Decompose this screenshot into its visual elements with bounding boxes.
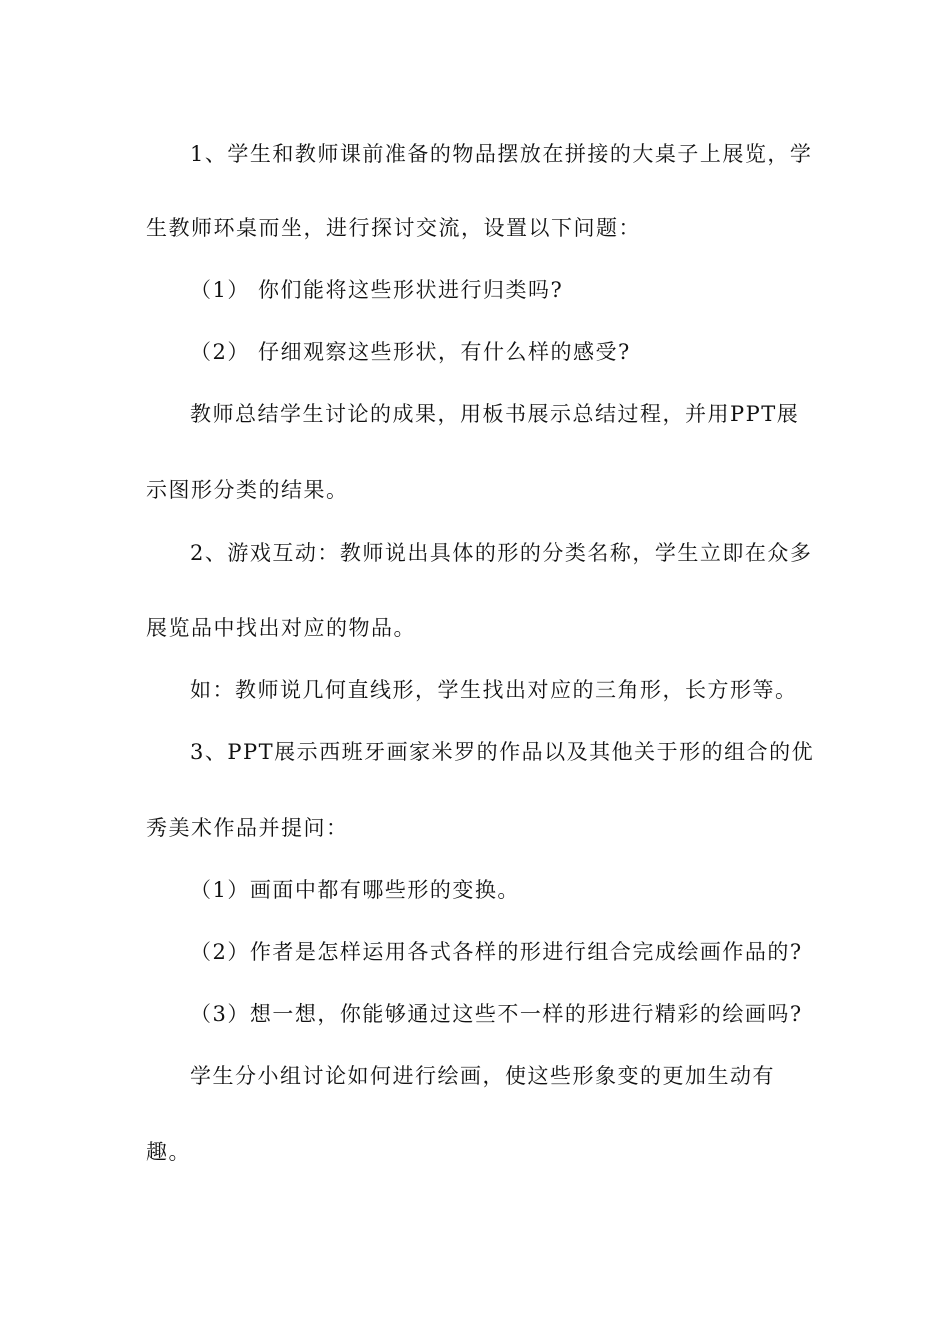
question-4: （2）作者是怎样运用各式各样的形进行组合完成绘画作品的? xyxy=(190,940,803,964)
question-2: （2） 仔细观察这些形状，有什么样的感受? xyxy=(190,340,631,364)
question-5: （3）想一想，你能够通过这些不一样的形进行精彩的绘画吗? xyxy=(190,1002,803,1026)
paragraph-6-line-2: 趣。 xyxy=(146,1140,191,1164)
question-1: （1） 你们能将这些形状进行归类吗? xyxy=(190,278,564,302)
paragraph-4: 如：教师说几何直线形，学生找出对应的三角形，长方形等。 xyxy=(190,678,798,702)
paragraph-2-line-1: 教师总结学生讨论的成果，用板书展示总结过程，并用PPT展 xyxy=(190,402,800,426)
question-3: （1）画面中都有哪些形的变换。 xyxy=(190,878,520,902)
paragraph-3-line-1: 2、游戏互动：教师说出具体的形的分类名称，学生立即在众多 xyxy=(190,541,813,565)
paragraph-1-line-1: 1、学生和教师课前准备的物品摆放在拼接的大桌子上展览，学 xyxy=(190,142,813,166)
paragraph-5-line-1: 3、PPT展示西班牙画家米罗的作品以及其他关于形的组合的优 xyxy=(190,740,815,764)
paragraph-2-line-2: 示图形分类的结果。 xyxy=(146,478,349,502)
paragraph-1-line-2: 生教师环桌而坐，进行探讨交流，设置以下问题： xyxy=(146,216,641,240)
paragraph-3-line-2: 展览品中找出对应的物品。 xyxy=(146,616,416,640)
paragraph-6-line-1: 学生分小组讨论如何进行绘画，使这些形象变的更加生动有 xyxy=(190,1064,775,1088)
paragraph-5-line-2: 秀美术作品并提问： xyxy=(146,816,349,840)
